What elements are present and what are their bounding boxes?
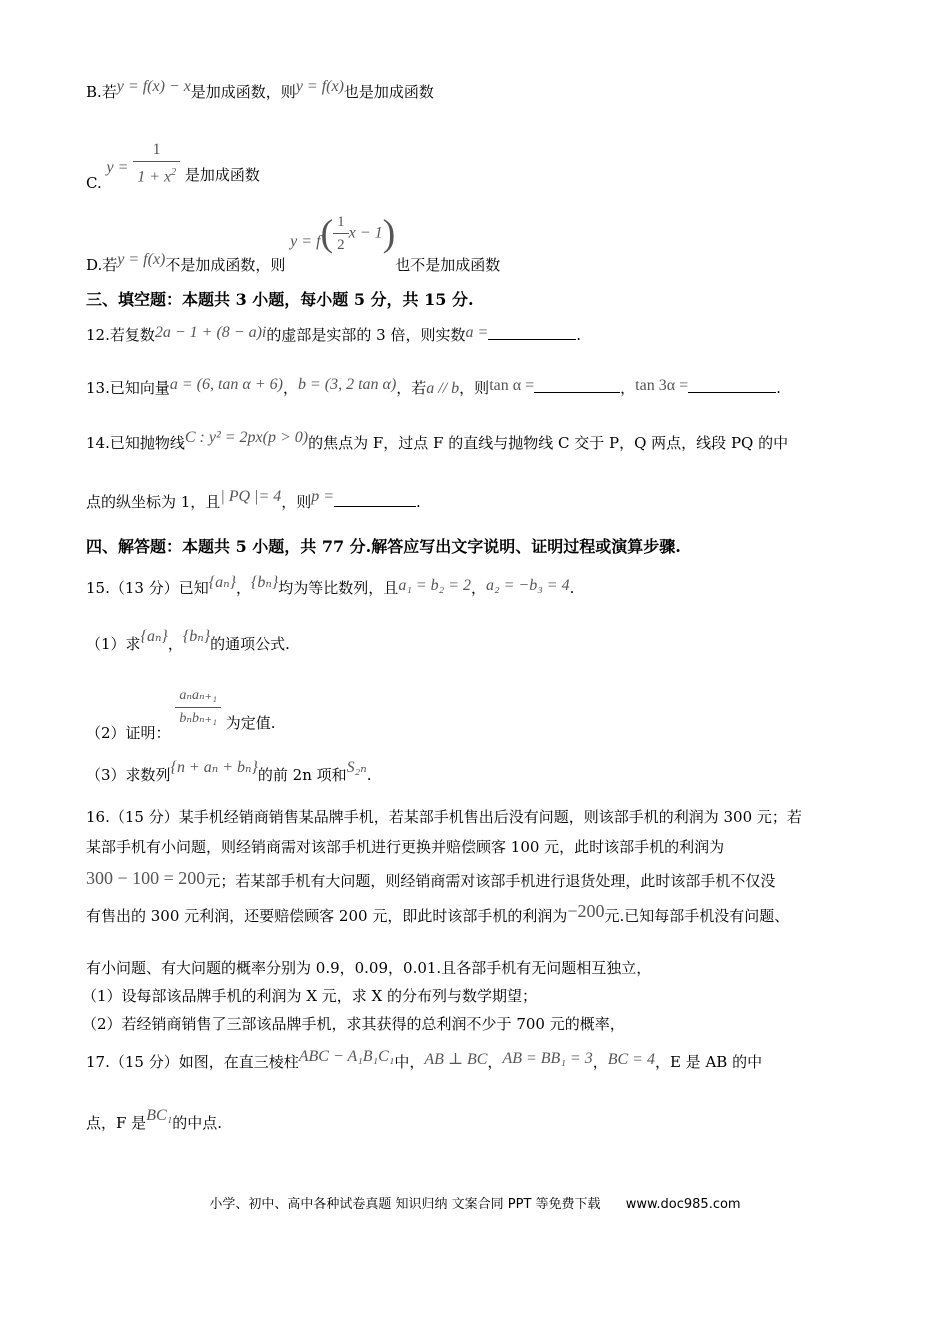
option-c-den-text: 1 + x (137, 168, 172, 186)
q15-p1-sep: ， (167, 635, 183, 653)
q15-p2-suffix: 为定值. (225, 713, 276, 732)
q15-p2-prefix: （2）证明： (86, 723, 171, 742)
q13-sep3: ，则 (459, 379, 490, 397)
q15-p3-prefix: （3）求数列 (86, 766, 171, 784)
q16-part1: （1）设每部该品牌手机的利润为 X 元，求 X 的分布列与数学期望； (82, 987, 537, 1005)
option-c-num: 1 (133, 140, 180, 162)
option-d-rparen: ) (382, 212, 396, 255)
q17-m1: 中， (394, 1053, 425, 1071)
q16-part2: （2）若经销商销售了三部该品牌手机，求其获得的总利润不少于 700 元的概率， (82, 1015, 625, 1033)
q13-end: . (776, 379, 781, 397)
q16-line3 (86, 870, 775, 891)
q14-end: . (416, 493, 421, 511)
question-14-line2 (86, 488, 421, 513)
option-d-fden: 2 (337, 237, 345, 253)
q17-perp: AB ⊥ BC (424, 1051, 488, 1068)
page-footer (0, 1193, 950, 1212)
option-c-suffix: 是加成函数 (184, 165, 260, 184)
q16-line2: 某部手机有小问题，则经销商需对该部手机进行更换并赔偿顾客 100 元，此时该部手机的利润为 (86, 838, 725, 856)
q12-expr: 2a − 1 + (8 − a)i (154, 324, 267, 341)
q14-expr: C : y² = 2px(p > 0) (184, 429, 309, 446)
option-d-expr1: y = f(x) (117, 250, 166, 268)
q16-line4 (86, 901, 790, 926)
q15-sep: ， (236, 579, 252, 597)
q15-mid: 均为等比数列，且 (278, 579, 399, 597)
q13-parallel: a // b (426, 380, 460, 397)
q16-line4-text: 有售出的 300 元利润，还要赔偿顾客 200 元，即此时该部手机的利润为 (86, 907, 568, 925)
q15-end: . (569, 579, 575, 597)
section3-title: 三、填空题：本题共 3 小题，每小题 5 分，共 15 分. (86, 290, 474, 309)
section4-title: 四、解答题：本题共 5 小题，共 77 分.解答应写出文字说明、证明过程或演算步骤. (86, 537, 681, 556)
question-13 (86, 378, 781, 399)
footer-text: 小学、初中、高中各种试卷真题 知识归纳 文案合同 PPT 等免费下载 (209, 1197, 601, 1212)
q16-line1: 16.（15 分）某手机经销商销售某品牌手机，若某部手机售出后没有问题，则该部手机的利润为 300 元；若 (86, 808, 802, 826)
q14-prefix: 14.已知抛物线 (86, 434, 185, 452)
q13-tan3: tan 3α = (635, 377, 689, 394)
q17-bc1: BC₁ (146, 1107, 173, 1124)
q15-part3 (86, 759, 372, 786)
q13-tan: tan α = (489, 377, 535, 394)
q15-condition-1: a₁ = b₂ = 2 (398, 577, 472, 594)
q15-p3-mid: 的前 2n 项和 (257, 766, 347, 784)
option-b-expr1: y = f(x) − x (116, 78, 191, 95)
option-d-suffix: 也不是加成函数 (395, 255, 501, 274)
q14-answer-blank[interactable] (334, 492, 416, 507)
q15-part1 (86, 628, 290, 655)
option-d-mid: 不是加成函数，则 (165, 255, 286, 274)
q12-answer-blank[interactable] (488, 325, 576, 340)
q15-p2-num: aₙaₙ₊₁ (175, 686, 221, 708)
q12-var: a = (465, 324, 489, 341)
q15-prefix: 15.（13 分）已知 (86, 579, 209, 597)
option-d-fnum: 1 (333, 212, 349, 234)
q12-prefix: 12.若复数 (86, 326, 155, 344)
q15-sep2: ， (471, 579, 487, 597)
q16-line3-expr: 300 − 100 = 200 (86, 868, 206, 888)
q17-line2-prefix: 点，F 是 (86, 1114, 147, 1132)
option-c-den (133, 162, 180, 187)
q14-pq: | PQ |= 4 (220, 488, 282, 505)
q17-line2-suffix: 的中点. (172, 1114, 222, 1132)
q14-p: p = (311, 488, 335, 505)
q13-vector-a: a = (6, tan α + 6) (169, 376, 283, 393)
q15-part2 (86, 678, 276, 742)
q15-p2-den: bₙbₙ₊₁ (179, 711, 217, 726)
q15-p3-sum: S₂ₙ (346, 759, 367, 776)
option-b-mid: 是加成函数，则 (190, 83, 296, 101)
question-12 (86, 325, 581, 346)
q16-line5: 有小问题、有大问题的概率分别为 0.9，0.09，0.01.且各部手机有无问题相互独立， (86, 959, 652, 977)
q14-line1: 的焦点为 F，过点 F 的直线与抛物线 C 交于 P，Q 两点，线段 PQ 的中 (308, 434, 789, 452)
q15-an: {aₙ} (208, 574, 236, 591)
option-d-lparen: ( (320, 212, 334, 255)
option-b-expr2: y = f(x) (295, 78, 344, 95)
q15-p1-an: {aₙ} (140, 628, 168, 645)
footer-url-link[interactable]: www.doc985.com (625, 1197, 741, 1212)
q12-end: . (576, 326, 582, 344)
q17-prism: ABC − A₁B₁C₁ (298, 1048, 395, 1065)
option-d-lhs: y = f (290, 232, 321, 250)
option-c-lhs: y = (106, 158, 129, 176)
option-d (86, 212, 501, 274)
q15-p1-suffix: 的通项公式. (210, 635, 290, 653)
q17-eq1: AB = BB₁ = 3 (502, 1050, 593, 1067)
q15-p3-end: . (366, 766, 372, 784)
q17-m4: ，E 是 AB 的中 (654, 1053, 763, 1071)
option-c-den-sup: 2 (171, 167, 177, 178)
question-17-line2 (86, 1107, 222, 1134)
option-b-prefix: B.若 (86, 83, 117, 101)
option-c-fraction (133, 140, 180, 187)
option-b (86, 78, 434, 103)
q17-m2: ， (487, 1053, 503, 1071)
q14-line2-prefix: 点的纵坐标为 1，且 (86, 493, 221, 511)
q17-m3: ， (592, 1053, 608, 1071)
q15-bn: {bₙ} (251, 574, 279, 591)
option-d-tail: x − 1 (348, 224, 383, 242)
q14-line2-mid: ，则 (281, 493, 312, 511)
option-d-fraction (333, 212, 349, 255)
question-14 (86, 429, 789, 454)
q15-p1-prefix: （1）求 (86, 635, 141, 653)
option-d-prefix: D.若 (86, 255, 118, 274)
q17-eq2: BC = 4 (607, 1051, 655, 1068)
question-17 (86, 1048, 763, 1073)
q13-sep1: ， (282, 379, 298, 397)
q16-line4-end: 元.已知每部手机没有问题、 (604, 907, 790, 925)
q13-answer-blank-2[interactable] (688, 378, 776, 393)
q15-p1-bn: {bₙ} (182, 628, 211, 645)
q13-answer-blank-1[interactable] (534, 378, 620, 393)
q13-vector-b: b = (3, 2 tan α) (297, 376, 397, 393)
q13-sep2: ，若 (396, 379, 427, 397)
q16-line3-text: 元；若某部手机有大问题，则经销商需对该部手机进行退货处理，此时该部手机不仅没 (205, 872, 776, 890)
q12-mid: 的虚部是实部的 3 倍，则实数 (266, 326, 466, 344)
option-c (86, 130, 260, 192)
q13-prefix: 13.已知向量 (86, 379, 170, 397)
q15-p2-fraction (175, 686, 221, 729)
q15-condition-2: a₂ = −b₃ = 4 (486, 577, 570, 594)
q16-line4-expr: −200 (567, 901, 605, 921)
q15-p3-expr: {n + aₙ + bₙ} (170, 759, 258, 776)
q13-sep4: ， (620, 379, 636, 397)
option-b-suffix: 也是加成函数 (343, 83, 434, 101)
question-15 (86, 574, 575, 599)
option-c-prefix: C. (86, 173, 102, 192)
q17-prefix: 17.（15 分）如图，在直三棱柱 (86, 1053, 299, 1071)
